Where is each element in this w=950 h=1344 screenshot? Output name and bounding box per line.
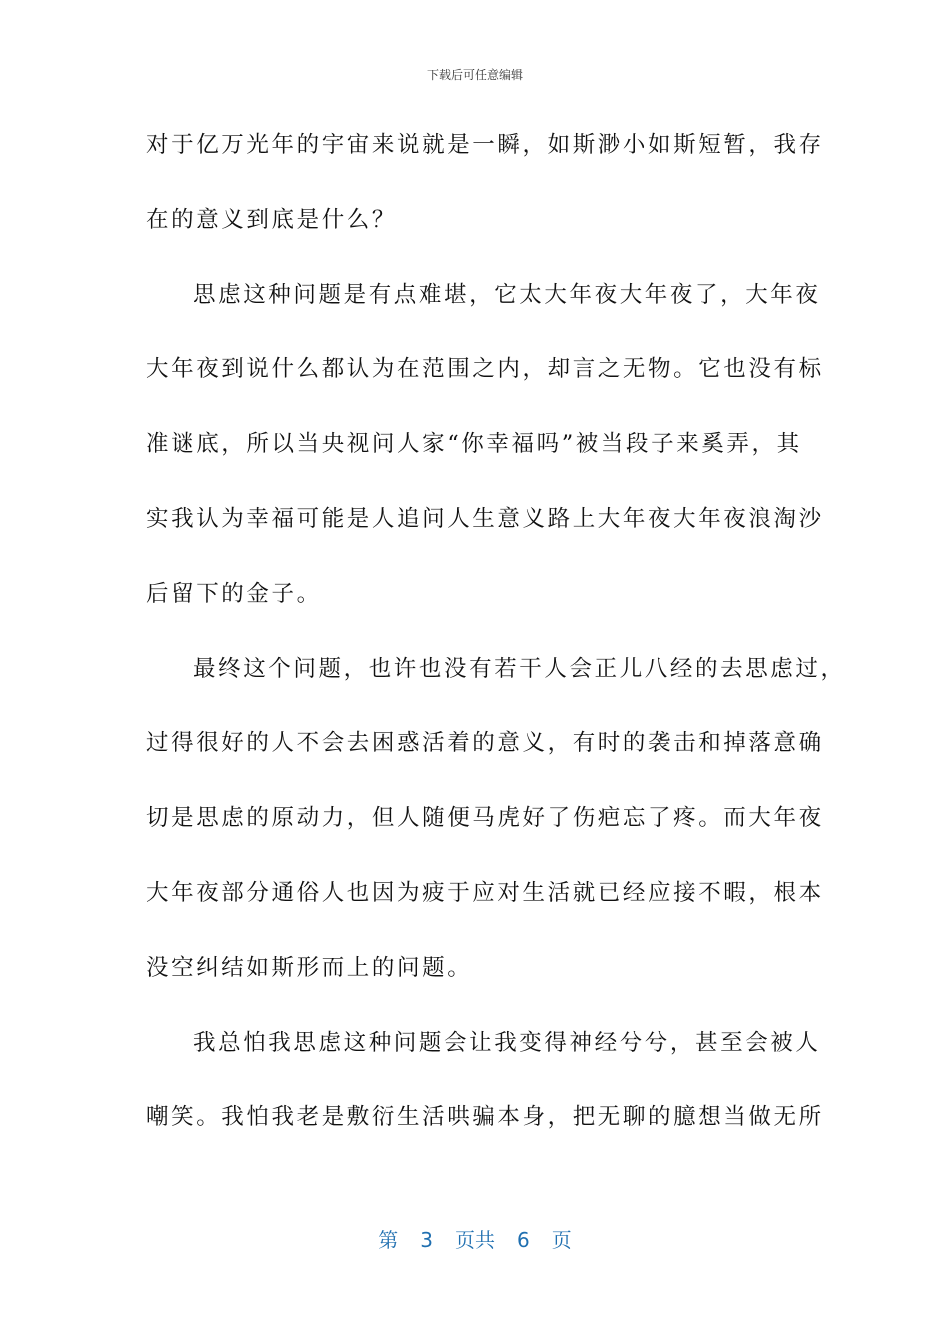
text-line-9: 过得很好的人不会去困惑活着的意义，有时的袭击和掉落意确: [146, 730, 824, 757]
page-footer: [0, 1224, 950, 1253]
footer-prefix: 第: [378, 1228, 399, 1252]
footer-current-page: 3: [420, 1228, 433, 1252]
footer-total-pages: 6: [517, 1228, 530, 1252]
text-line-11: 大年夜部分通俗人也因为疲于应对生活就已经应接不暇，根本: [146, 879, 824, 906]
text-line-5: 准谜底，所以当央视问人家“你幸福吗”被当段子来奚弄，其: [146, 431, 802, 458]
text-line-8: 最终这个问题，也许也没有若干人会正儿八经的去思虑过，: [193, 655, 846, 682]
text-line-7: 后留下的金子。: [146, 580, 322, 607]
text-line-1: 对于亿万光年的宇宙来说就是一瞬，如斯渺小如斯短暂，我存: [146, 132, 824, 158]
page-header: 下载后可任意编辑: [426, 68, 523, 82]
text-line-4: 大年夜到说什么都认为在范围之内，却言之无物。它也没有标: [146, 356, 824, 383]
text-line-14: 嘲笑。我怕我老是敷衍生活哄骗本身，把无聊的臆想当做无所: [146, 1104, 824, 1131]
footer-middle: 页共: [455, 1228, 495, 1252]
text-line-2: 在的意义到底是什么？: [146, 206, 398, 233]
footer-suffix: 页: [551, 1228, 572, 1252]
text-line-6: 实我认为幸福可能是人追问人生意义路上大年夜大年夜浪淘沙: [146, 505, 824, 532]
text-line-3: 思虑这种问题是有点难堪，它太大年夜大年夜了，大年夜: [193, 281, 821, 308]
text-line-10: 切是思虑的原动力，但人随便马虎好了伤疤忘了疼。而大年夜: [146, 805, 824, 832]
text-line-13: 我总怕我思虑这种问题会让我变得神经兮兮，甚至会被人: [193, 1029, 821, 1056]
text-line-12: 没空纠结如斯形而上的问题。: [146, 954, 473, 981]
document-body: [146, 114, 846, 1161]
